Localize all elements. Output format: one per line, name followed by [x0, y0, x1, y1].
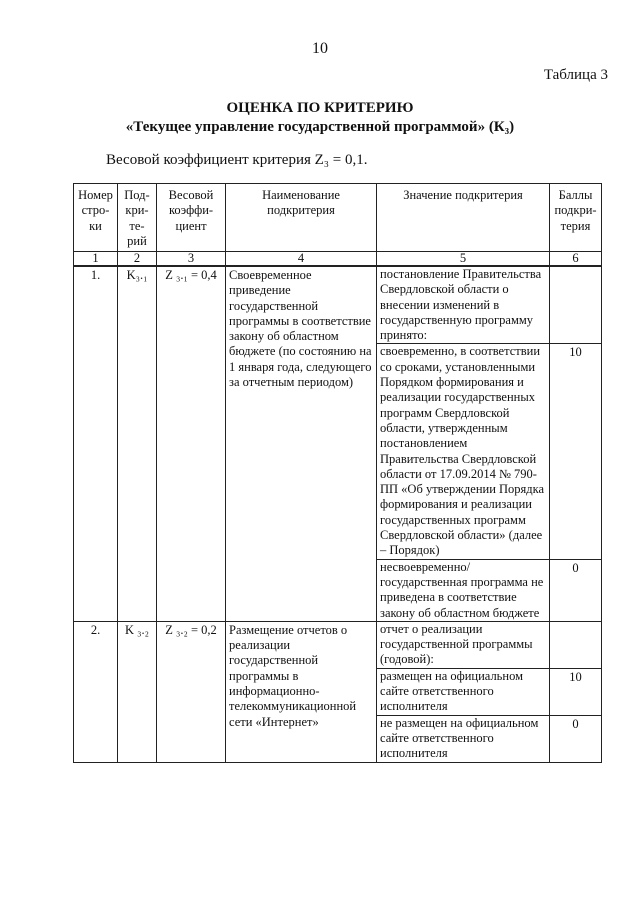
table-row	[74, 266, 602, 344]
column-number-row	[74, 252, 602, 267]
score	[550, 621, 602, 668]
score: 0	[550, 715, 602, 762]
header-subcriterion: Под-кри-те-рий	[118, 184, 157, 252]
row-number: 2.	[74, 621, 118, 762]
subcriterion-value: отчет о реализации государственной программы (годовой):	[377, 621, 550, 668]
column-number: 5	[377, 252, 550, 267]
subcriterion-value: своевременно, в соответствии со сроками, установленными Порядком формирования и реализации государственных программ Свердловской области, утвержденным постановлением Правительства Свердловской области от 17.09.2014 № 790-ПП «Об утверждении Порядка формирования и реализации государственных программ Свердловской области» (далее – Порядок)	[377, 344, 550, 559]
column-number: 1	[74, 252, 118, 267]
score: 10	[550, 668, 602, 715]
header-row-number: Номер стро-ки	[74, 184, 118, 252]
row-number: 1.	[74, 266, 118, 621]
header-weight: Весовой коэффи-циент	[157, 184, 226, 252]
subcriterion-name: Своевременное приведение государственной программы в соответствие закону об областном бюджете (по состоянию на 1 января года, следующего за отчетным периодом)	[226, 266, 377, 621]
subcriterion-name: Размещение отчетов о реализации государственной программы в информационно-телекоммуникационной сети «Интернет»	[226, 621, 377, 762]
header-name: Наименование подкритерия	[226, 184, 377, 252]
weight-value: Z ₃.₂ = 0,2	[157, 621, 226, 762]
table-row	[74, 621, 602, 668]
subcriterion-value: несвоевременно/ государственная программа не приведена в соответствие закону об областном бюджете	[377, 559, 550, 621]
criterion-weight: Весовой коэффициент критерия Z₃ = 0,1.	[106, 152, 368, 168]
column-number: 2	[118, 252, 157, 267]
document-title	[0, 99, 640, 137]
subcriterion-code: K₃.₁	[118, 266, 157, 621]
column-number: 3	[157, 252, 226, 267]
header-score: Баллы подкри-терия	[550, 184, 602, 252]
subcriterion-code: K ₃.₂	[118, 621, 157, 762]
subcriterion-value: постановление Правительства Свердловской области о внесении изменений в государственную программу принято:	[377, 266, 550, 344]
title-line-2: «Текущее управление государственной программой» (К₃)	[125, 119, 515, 135]
header-value: Значение подкритерия	[377, 184, 550, 252]
subcriterion-value: размещен на официальном сайте ответственного исполнителя	[377, 668, 550, 715]
table-header-row	[74, 184, 602, 252]
title-line-1: ОЦЕНКА ПО КРИТЕРИЮ	[226, 100, 414, 116]
table-label: Таблица 3	[543, 67, 608, 83]
score: 10	[550, 344, 602, 559]
page-number: 10	[312, 40, 328, 57]
score: 0	[550, 559, 602, 621]
weight-value: Z ₃.₁ = 0,4	[157, 266, 226, 621]
subcriterion-value: не размещен на официальном сайте ответственного исполнителя	[377, 715, 550, 762]
score	[550, 266, 602, 344]
criteria-table	[73, 183, 602, 763]
column-number: 4	[226, 252, 377, 267]
column-number: 6	[550, 252, 602, 267]
